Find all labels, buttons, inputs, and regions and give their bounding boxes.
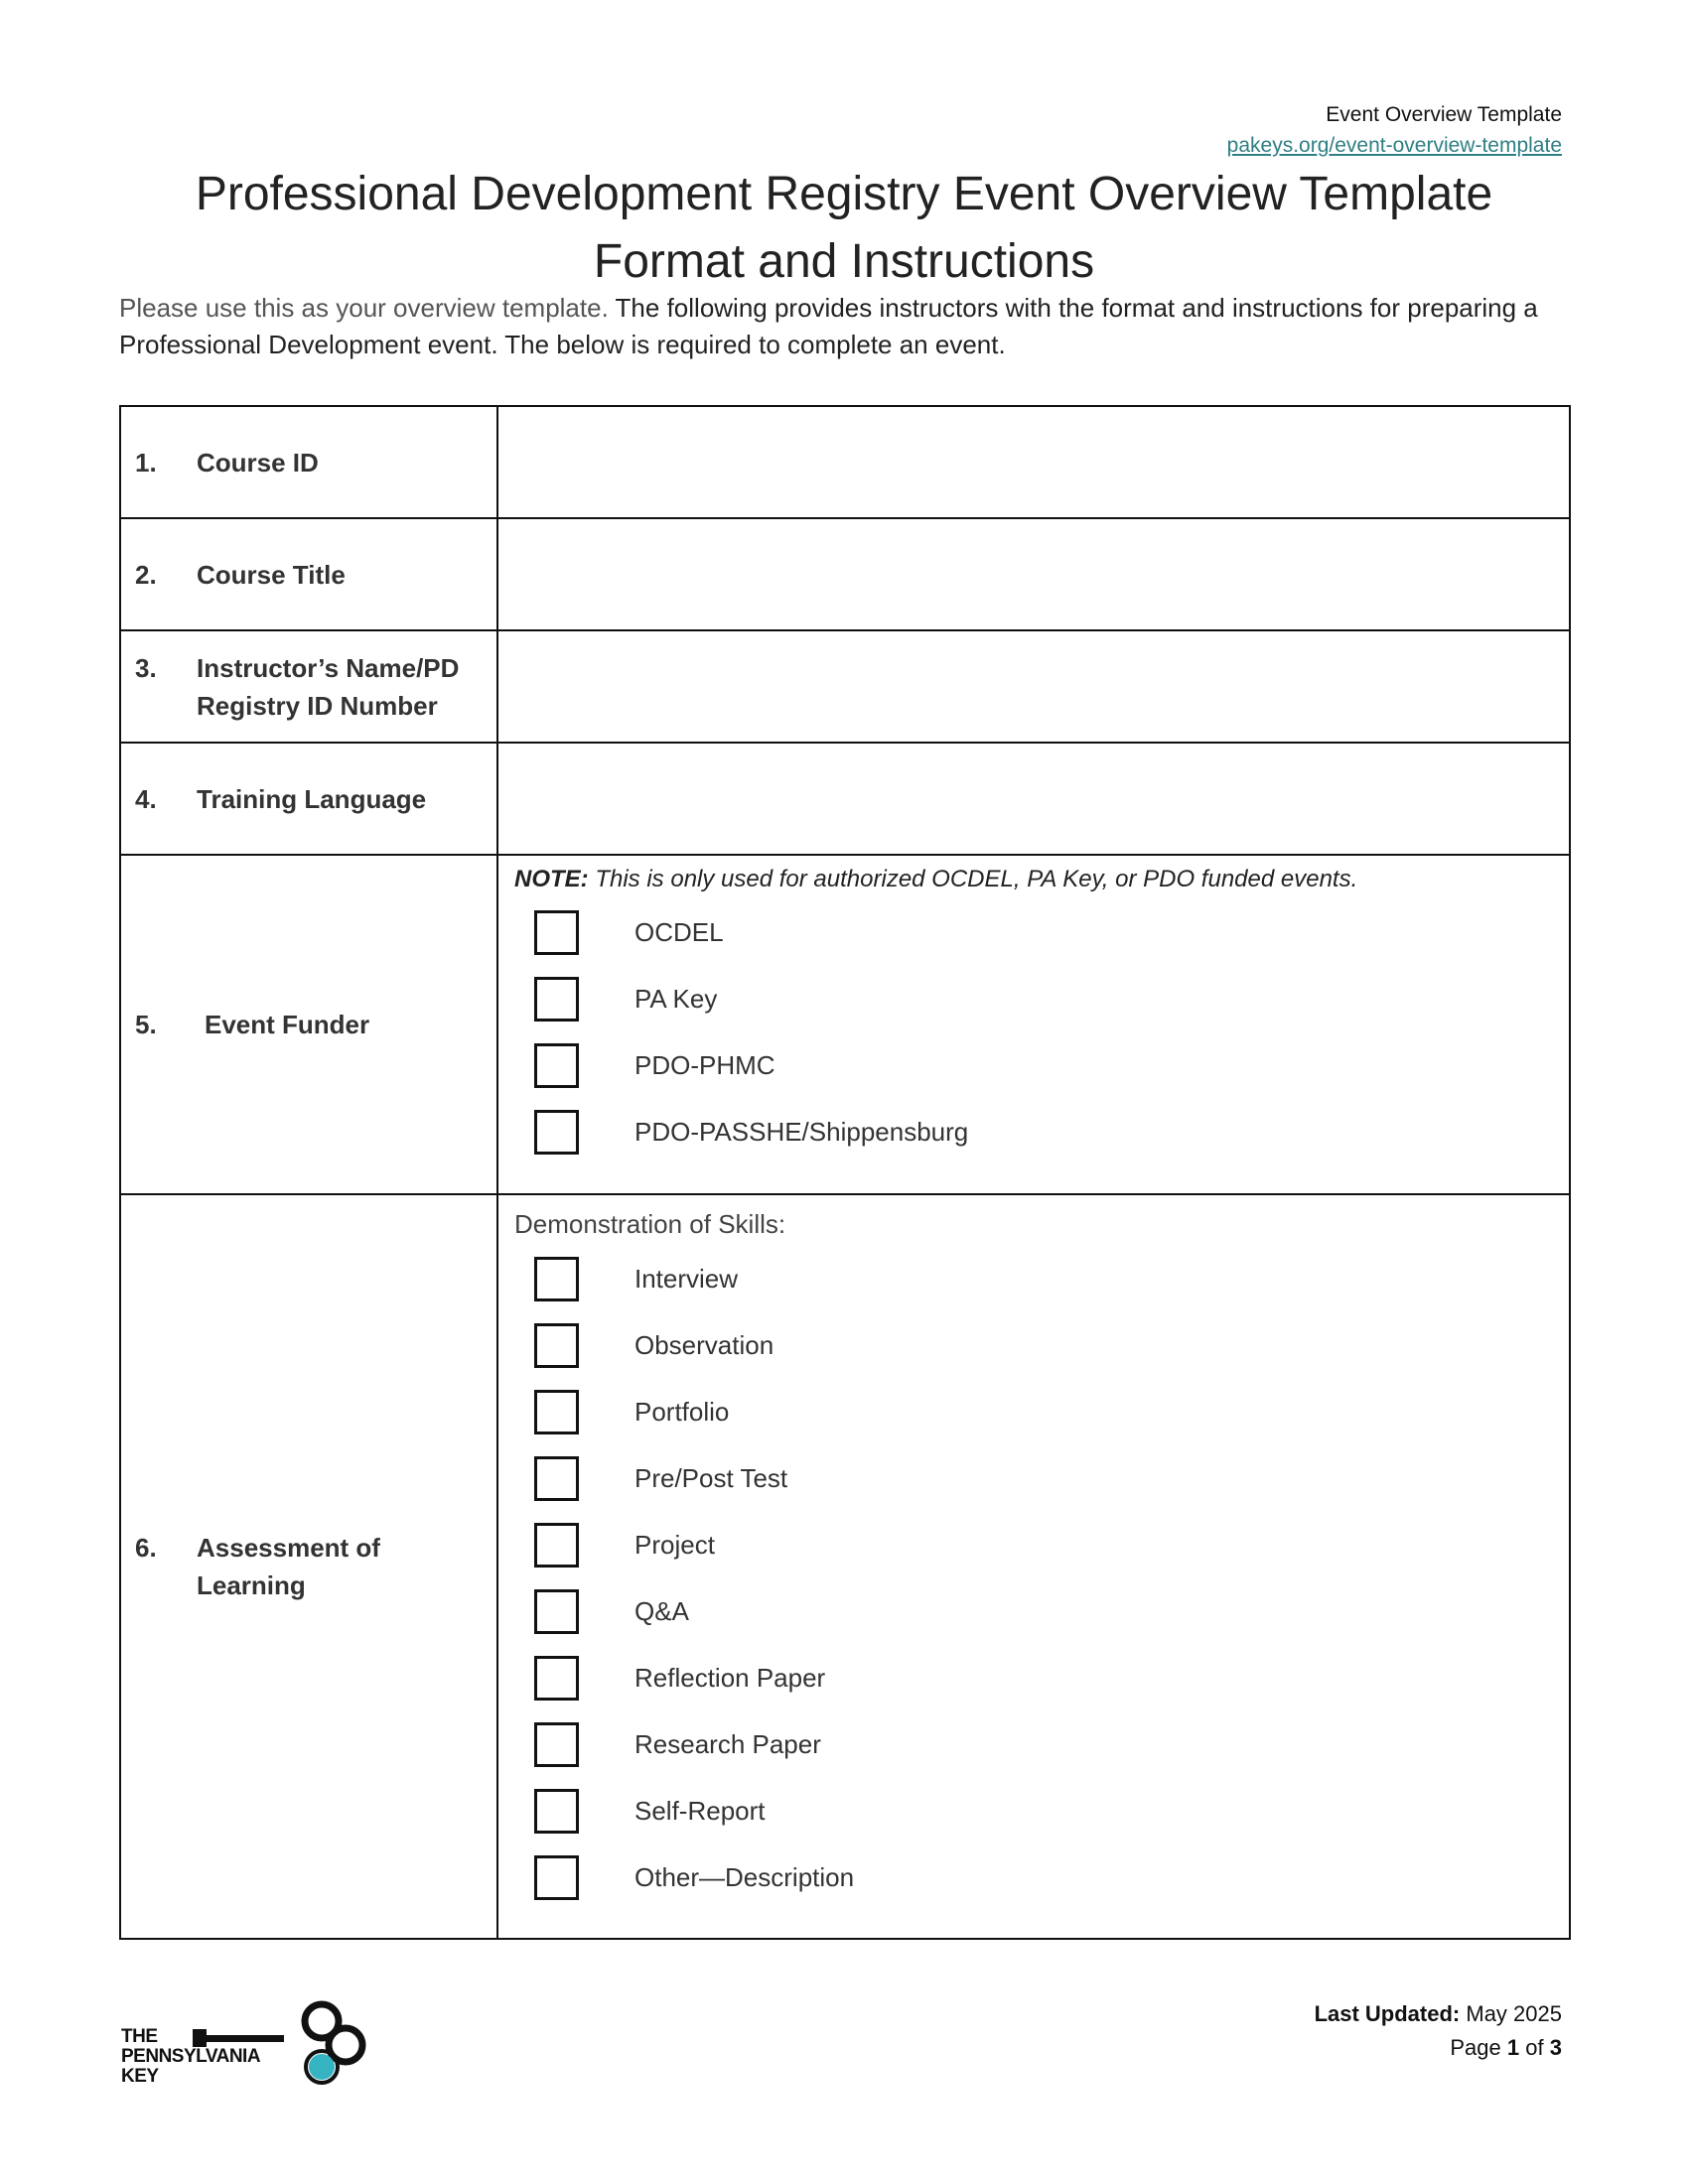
row-number: 4. [135, 783, 157, 814]
row-training-language [120, 743, 1570, 855]
row-label: Training Language [197, 783, 427, 814]
assessment-option-portfolio [498, 1379, 1569, 1445]
page-footer [1315, 1997, 1562, 2065]
page-total: 3 [1549, 2035, 1562, 2060]
option-label: Project [634, 1530, 715, 1560]
label-cell [120, 518, 497, 630]
label-cell [120, 1194, 497, 1939]
pre-post-test-checkbox[interactable] [534, 1456, 579, 1501]
project-checkbox[interactable] [534, 1523, 579, 1568]
row-number: 3. [135, 652, 157, 683]
option-label: Other—Description [634, 1862, 855, 1892]
pa-key-checkbox[interactable] [534, 977, 579, 1022]
course-title-field[interactable] [497, 518, 1570, 630]
funder-option-list [498, 899, 1569, 1173]
last-updated [1315, 1997, 1562, 2031]
funder-option-ocdel [498, 899, 1569, 966]
option-label: PA Key [634, 984, 718, 1014]
row-label: Course Title [197, 559, 346, 590]
row-instructor [120, 630, 1570, 743]
page-number [1315, 2031, 1562, 2065]
assessment-option-research-paper [498, 1711, 1569, 1778]
title-line-1: Professional Development Registry Event Overview Template [195, 168, 1493, 220]
qa-checkbox[interactable] [534, 1589, 579, 1634]
option-label: Self-Report [634, 1796, 766, 1826]
option-label: Portfolio [634, 1397, 730, 1427]
last-updated-label: Last Updated: [1314, 2001, 1461, 2026]
assessment-option-reflection-paper [498, 1645, 1569, 1711]
observation-checkbox[interactable] [534, 1323, 579, 1368]
option-label: Observation [634, 1330, 774, 1360]
logo-line-1: THE [121, 2026, 158, 2047]
note-text: This is only used for authorized OCDEL, PA Key, or PDO funded events. [588, 866, 1358, 892]
option-label: PDO-PASSHE/Shippensburg [634, 1117, 969, 1147]
pdo-phmc-checkbox[interactable] [534, 1043, 579, 1088]
label-cell [120, 743, 497, 855]
row-label: Event Funder [205, 1010, 370, 1039]
logo-wordmark [121, 2027, 260, 2087]
row-assessment [120, 1194, 1570, 1939]
note-bold: NOTE: [514, 866, 589, 892]
logo-line-2: PENNSYLVANIA [121, 2046, 261, 2067]
logo-line-3: KEY [121, 2066, 159, 2087]
page-word: Page [1450, 2035, 1501, 2060]
course-id-field[interactable] [497, 406, 1570, 518]
intro-lead: Please use this as your overview template. [119, 293, 609, 323]
label-cell [120, 630, 497, 743]
assessment-option-pre-post-test [498, 1445, 1569, 1512]
row-number: 1. [135, 447, 157, 478]
portfolio-checkbox[interactable] [534, 1390, 579, 1434]
event-funder-options [497, 855, 1570, 1194]
row-number: 6. [135, 1533, 157, 1563]
row-course-title [120, 518, 1570, 630]
reflection-paper-checkbox[interactable] [534, 1656, 579, 1701]
option-label: Reflection Paper [634, 1663, 826, 1693]
row-number: 2. [135, 559, 157, 590]
row-label: Assessment of Learning [197, 1533, 380, 1600]
research-paper-checkbox[interactable] [534, 1722, 579, 1767]
page-of: of [1525, 2035, 1544, 2060]
skills-heading: Demonstration of Skills: [514, 1209, 786, 1239]
interview-checkbox[interactable] [534, 1257, 579, 1301]
label-cell [120, 855, 497, 1194]
last-updated-value: May 2025 [1466, 2001, 1562, 2026]
pennsylvania-key-logo [121, 1991, 369, 2091]
funder-option-pdo-phmc [498, 1032, 1569, 1099]
option-label: Interview [634, 1264, 739, 1294]
funder-option-pdo-passhe [498, 1099, 1569, 1165]
row-label: Instructor’s Name/PD Registry ID Number [197, 652, 460, 721]
option-label: OCDEL [634, 917, 724, 947]
option-label: Research Paper [634, 1729, 821, 1759]
funder-note [514, 866, 1569, 893]
row-label: Course ID [197, 447, 319, 478]
assessment-option-observation [498, 1312, 1569, 1379]
option-label: PDO-PHMC [634, 1050, 775, 1080]
assessment-options [497, 1194, 1570, 1939]
assessment-option-interview [498, 1246, 1569, 1312]
pdo-passhe-checkbox[interactable] [534, 1110, 579, 1155]
assessment-option-qa [498, 1578, 1569, 1645]
assessment-option-project [498, 1512, 1569, 1578]
option-label: Q&A [634, 1596, 689, 1626]
template-link[interactable]: pakeys.org/event-overview-template [1226, 134, 1562, 157]
instructor-field[interactable] [497, 630, 1570, 743]
ocdel-checkbox[interactable] [534, 910, 579, 955]
event-form-table [119, 405, 1571, 1940]
document-label: Event Overview Template [1326, 103, 1562, 126]
self-report-checkbox[interactable] [534, 1789, 579, 1834]
title-line-2: Format and Instructions [593, 235, 1095, 288]
option-label: Pre/Post Test [634, 1463, 788, 1493]
page-current: 1 [1506, 2035, 1520, 2060]
assessment-option-list [498, 1246, 1569, 1919]
page-title [119, 161, 1569, 296]
document-header [1227, 99, 1562, 161]
training-language-field[interactable] [497, 743, 1570, 855]
intro-paragraph [119, 290, 1569, 363]
funder-option-pa-key [498, 966, 1569, 1032]
assessment-option-other [498, 1844, 1569, 1911]
row-course-id [120, 406, 1570, 518]
assessment-option-self-report [498, 1778, 1569, 1844]
other-checkbox[interactable] [534, 1855, 579, 1900]
label-cell [120, 406, 497, 518]
row-event-funder [120, 855, 1570, 1194]
row-number: 5. [135, 1010, 157, 1039]
intro-rest: The following provides instructors with the format and instructions for preparing a Professional Development event. The below is required to complete an event. [119, 293, 1538, 359]
